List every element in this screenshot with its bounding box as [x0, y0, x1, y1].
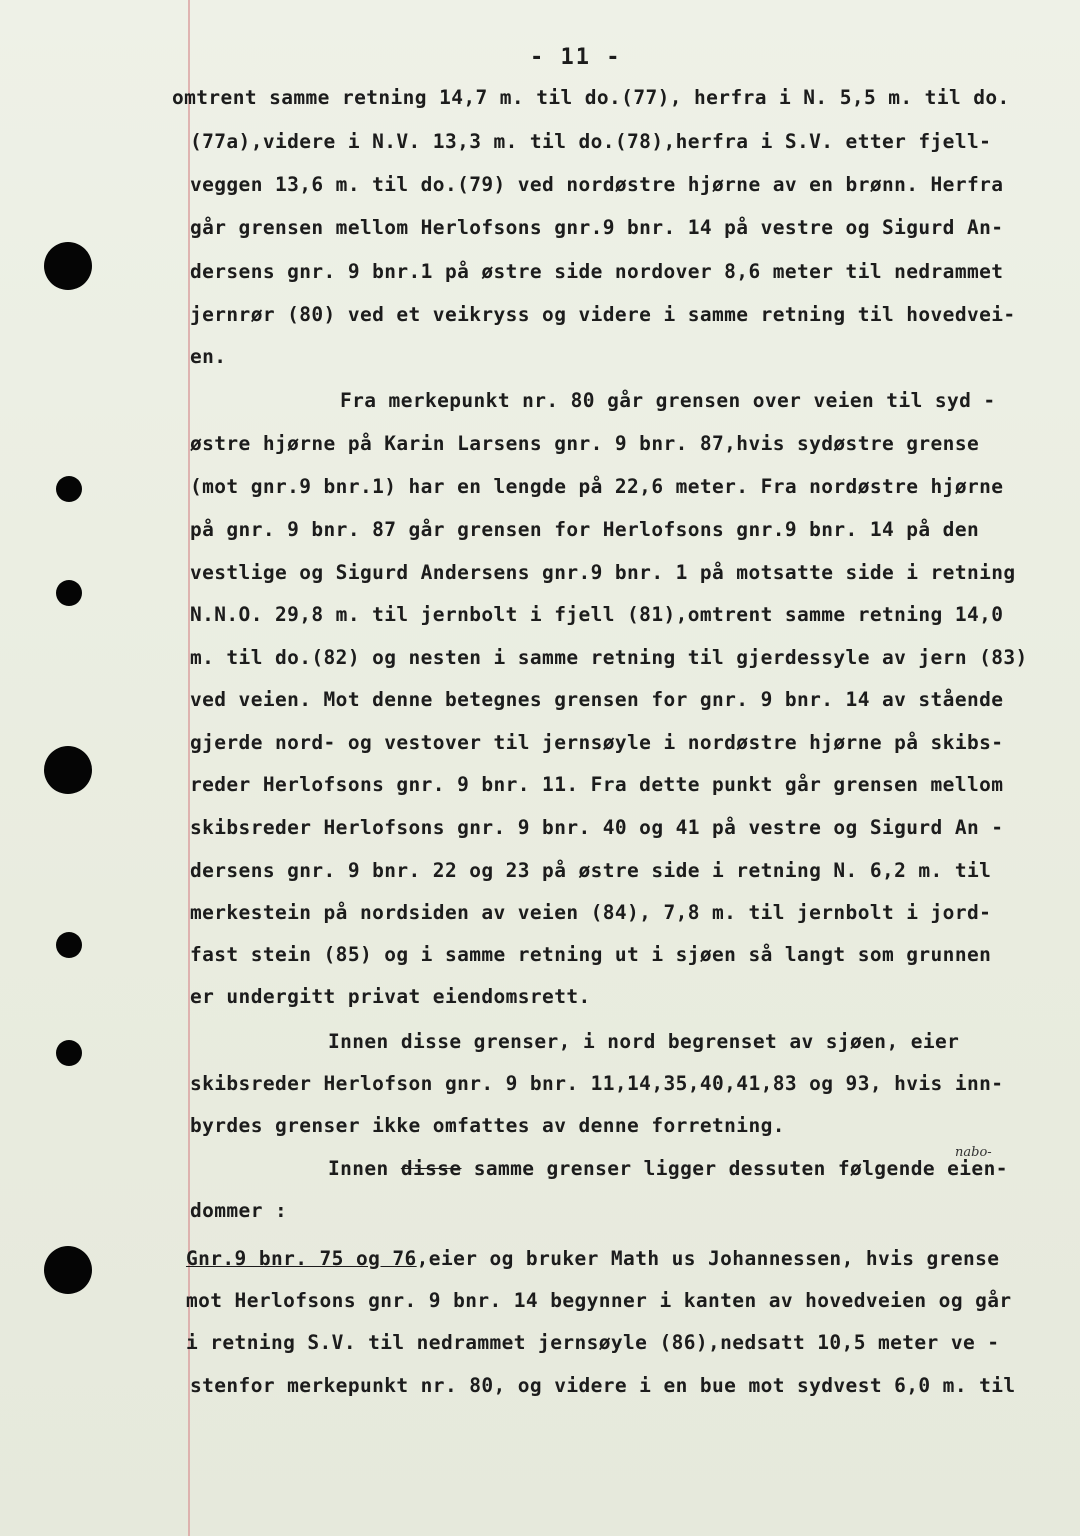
text-line: vestlige og Sigurd Andersens gnr.9 bnr. 1 på motsatte side i retning [190, 561, 1016, 584]
text-span: samme grenser ligger dessuten følgende eien- [473, 1157, 1008, 1180]
punch-hole [44, 746, 92, 794]
text-line: veggen 13,6 m. til do.(79) ved nordøstre hjørne av en brønn. Herfra [190, 173, 1004, 196]
handwritten-note: nabo- [955, 1145, 992, 1160]
page-number: - 11 - [530, 45, 622, 70]
text-span: ,eier og bruker Math us Johannessen, hvis grense [416, 1247, 1000, 1270]
punch-hole [56, 476, 82, 502]
text-line: fast stein (85) og i samme retning ut i sjøen så langt som grunnen [190, 943, 992, 966]
text-line: N.N.O. 29,8 m. til jernbolt i fjell (81),omtrent samme retning 14,0 [190, 603, 1004, 626]
text-line: stenfor merkepunkt nr. 80, og videre i en bue mot sydvest 6,0 m. til [190, 1374, 1016, 1397]
text-line: i retning S.V. til nedrammet jernsøyle (86),nedsatt 10,5 meter ve - [186, 1331, 1000, 1354]
punch-hole [44, 242, 92, 290]
text-line: m. til do.(82) og nesten i samme retning til gjerdessyle av jern (83) [190, 646, 1028, 669]
text-line: merkestein på nordsiden av veien (84), 7,8 m. til jernbolt i jord- [190, 901, 992, 924]
text-line: en. [190, 345, 227, 368]
text-span: Innen [328, 1157, 389, 1180]
text-line: jernrør (80) ved et veikryss og videre i samme retning til hovedvei- [190, 303, 1016, 326]
punch-hole [56, 580, 82, 606]
punch-hole [56, 932, 82, 958]
text-line: Innen disse grenser, i nord begrenset av sjøen, eier [328, 1030, 960, 1053]
property-reference: Gnr.9 bnr. 75 og 76 [186, 1247, 417, 1270]
text-line: mot Herlofsons gnr. 9 bnr. 14 begynner i kanten av hovedveien og går [186, 1289, 1012, 1312]
text-line: Fra merkepunkt nr. 80 går grensen over veien til syd - [340, 389, 996, 412]
text-line: dommer : [190, 1199, 288, 1222]
text-line [186, 1247, 999, 1271]
text-line: skibsreder Herlofsons gnr. 9 bnr. 40 og 41 på vestre og Sigurd An - [190, 816, 1004, 839]
punch-hole [56, 1040, 82, 1066]
text-line: reder Herlofsons gnr. 9 bnr. 11. Fra dette punkt går grensen mellom [190, 773, 1004, 796]
text-line [328, 1157, 1008, 1181]
text-line: omtrent samme retning 14,7 m. til do.(77), herfra i N. 5,5 m. til do. [172, 86, 1010, 109]
text-line: (77a),videre i N.V. 13,3 m. til do.(78),herfra i S.V. etter fjell- [190, 130, 992, 153]
text-line: ved veien. Mot denne betegnes grensen for gnr. 9 bnr. 14 av stående [190, 688, 1004, 711]
text-line: (mot gnr.9 bnr.1) har en lengde på 22,6 meter. Fra nordøstre hjørne [190, 475, 1004, 498]
text-line: skibsreder Herlofson gnr. 9 bnr. 11,14,35,40,41,83 og 93, hvis inn- [190, 1072, 1004, 1095]
punch-hole [44, 1246, 92, 1294]
text-line: dersens gnr. 9 bnr.1 på østre side nordover 8,6 meter til nedrammet [190, 260, 1004, 283]
text-line: går grensen mellom Herlofsons gnr.9 bnr. 14 på vestre og Sigurd An- [190, 216, 1004, 239]
text-line: på gnr. 9 bnr. 87 går grensen for Herlofsons gnr.9 bnr. 14 på den [190, 518, 980, 541]
text-line: er undergitt privat eiendomsrett. [190, 985, 591, 1008]
struck-word: disse [400, 1157, 462, 1180]
text-line: byrdes grenser ikke omfattes av denne forretning. [190, 1114, 785, 1137]
text-line: gjerde nord- og vestover til jernsøyle i nordøstre hjørne på skibs- [190, 731, 1004, 754]
text-line: østre hjørne på Karin Larsens gnr. 9 bnr. 87,hvis sydøstre grense [190, 432, 980, 455]
text-line: dersens gnr. 9 bnr. 22 og 23 på østre side i retning N. 6,2 m. til [190, 859, 992, 882]
